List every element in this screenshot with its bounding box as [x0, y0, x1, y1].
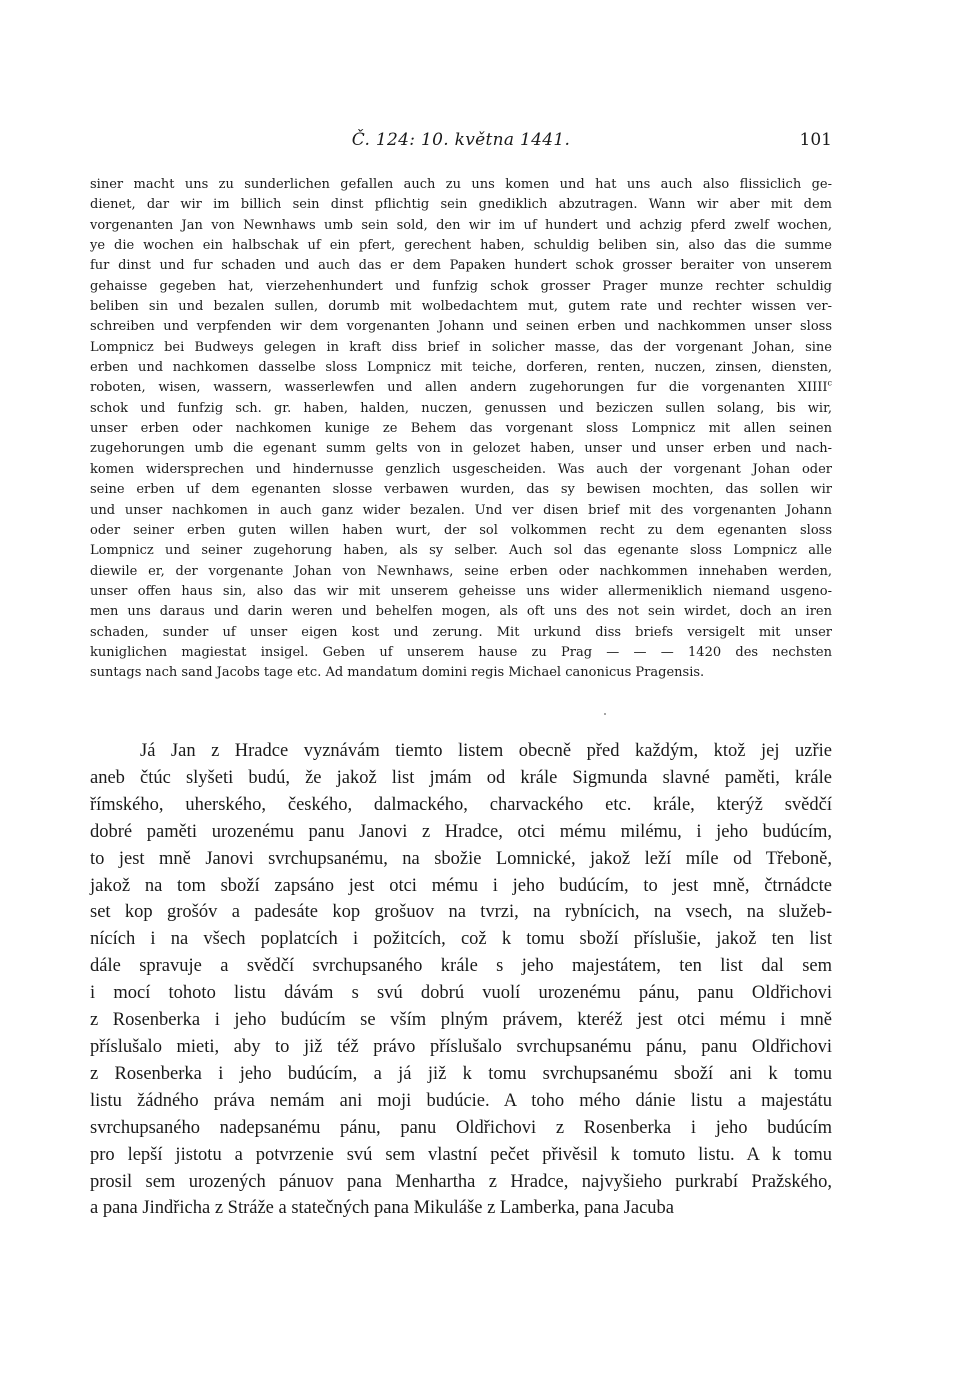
- page-header: [90, 130, 832, 158]
- czech-text-line: to jest mně Janovi svrchupsanému, na sbožie Lomnické, jakož leží míle od Třeboně,: [90, 848, 832, 869]
- german-text-line: men uns daraus und darin weren und behelfen mogen, als oft uns des not sein wirdet, doch an iren: [90, 604, 832, 620]
- german-text-line: siner macht uns zu sunderlichen gefallen auch zu uns komen und hat uns auch also flissiclich ge-: [90, 177, 832, 192]
- superscript-mark: c: [827, 379, 832, 389]
- page-number: 101: [799, 130, 832, 150]
- german-text-line: zugehorungen umb die egenant summ gelts von in gelozet haben, unser und unser erben und nach-: [90, 441, 832, 457]
- czech-text-line: z Rosenberka i jeho budúcím se vším plným právem, kteréž jest otci mému i mně: [90, 1010, 832, 1031]
- german-text-line: dienet, dar wir im billich sein dinst pflichtig sein gnediklich abzutragen. Wann wir aber mit dem: [90, 197, 832, 213]
- german-text-line: Lompnicz bei Budweys gelegen in kraft diss brief in solicher masse, das der vorgenant Johan, sine: [90, 339, 832, 355]
- czech-text-line: i mocí tohoto listu dávám s svú dobrú vuolí urozenému pánu, panu Oldřichovi: [90, 983, 832, 1004]
- czech-text-line: set kop grošóv a padesáte kop grošuov na tvrzi, na rybnícich, na vsech, na služeb-: [90, 902, 832, 923]
- czech-text-line: prosil sem urozených pánuov pana Menhartha z Hradce, najvyšieho purkrabí Pražského,: [90, 1171, 832, 1192]
- german-text-line: diewile er, der vorgenante Johan von Newnhaws, seine erben oder nachkommen innehaben werden,: [90, 563, 832, 579]
- german-text-line: gehaisse gegeben hat, vierzehenhundert und funfzig schok grosser Prager munze rechter schuldig: [90, 278, 832, 294]
- running-title: Č. 124: 10. května 1441.: [351, 130, 571, 150]
- czech-text-line: dobré paměti urozenému panu Janovi z Hradce, otci mému milému, i jeho budúcím,: [90, 821, 832, 842]
- german-text-line: erben und nachkomen dasselbe sloss Lompnicz mit teiche, dorferen, renten, nuczen, zinsen, diensten,: [90, 360, 832, 376]
- czech-text-line: Já Jan z Hradce vyznávám tiemto listem obecně před každým, ktož jej uzřie: [140, 741, 832, 761]
- czech-text-line: aneb čtúc slyšeti budú, že jakož list jmám od krále Sigmunda slavné paměti, krále: [90, 767, 832, 788]
- german-text-line: und unser nachkomen in auch ganz wider bezalen. Und ver disen brief mit des vorgenanten Johann: [90, 502, 832, 518]
- german-text-line: komen widersprechen und hindernusse genzlich usgescheiden. Was auch der vorgenant Johan oder: [90, 461, 832, 477]
- german-text-line: ye die wochen ein halbschak uf ein pfert, gerechent haben, schuldig beliben sin, also das die summe: [90, 238, 832, 254]
- czech-text-line: dále spravuje a svědčí svrchupsaného krále s jeho majestátem, ten list dal sem: [90, 956, 832, 977]
- czech-text-line: jakož na tom sboží zapsáno jest otci mému i jeho budúcím, to jest mně, čtrnádcte: [90, 875, 832, 896]
- czech-text-block: [90, 738, 832, 1222]
- czech-text-line: listu žádného práva nemám ani moji budúcie. A toho mého dánie listu a majestátu: [90, 1090, 832, 1111]
- czech-text-line: pro lepší jistotu a potvrzenie svú sem vlastní pečet přivěsil k tomuto listu. A k tomu: [90, 1144, 832, 1165]
- czech-text-line: příslušalo mieti, aby to již též právo příslušalo svrchupsanému pánu, panu Oldřichovi: [90, 1036, 832, 1057]
- czech-text-line: svrchupsaného nadepsanému pánu, panu Oldřichovi z Rosenberka i jeho budúcím: [90, 1117, 832, 1138]
- german-text-line: schreiben und verpfenden wir dem vorgenanten Johann und seinen erben und nachkommen unser sloss: [90, 319, 832, 335]
- czech-text-line: římského, uherského, českého, dalmackého, charvackého etc. krále, kterýž svědčí: [90, 794, 832, 815]
- czech-text-line: a pana Jindřicha z Stráže a statečných pana Mikuláše z Lamberka, pana Jacuba: [90, 1198, 675, 1219]
- german-text-line: schaden, sunder uf unser eigen kost und zerung. Mit urkund diss briefs versigelt mit unser: [90, 624, 832, 640]
- german-text-line: Lompnicz und seiner zugehorung haben, als sy selber. Auch sol das egenante sloss Lompnicz alle: [90, 543, 832, 559]
- german-text-line: vorgenanten Jan von Newnhaws umb sein sold, den wir im uf hundert und achzig pferd zwelf wochen,: [90, 217, 832, 233]
- czech-text-line: nících i na všech poplatcích i požitcích, což k tomu sboží příslušie, jakož ten list: [90, 929, 832, 950]
- german-text-line: unser erben oder nachkomen kunige ze Behem das vorgenant sloss Lompnicz mit allen seinen: [90, 421, 832, 437]
- german-text-line: kuniglichen magiestat insigel. Geben uf unserem hause zu Prag — — — 1420 des nechsten: [90, 644, 832, 660]
- german-text-block: [90, 175, 832, 684]
- german-text-line: oder seiner erben guten willen haben wurt, der sol volkommen recht zu dem egenanten sloss: [90, 522, 832, 538]
- german-text-line: suntags nach sand Jacobs tage etc. Ad mandatum domini regis Michael canonicus Pragensis.: [90, 665, 705, 681]
- german-text-line: fur dinst und fur schaden und auch das er dem Papaken hundert schok grosser beraiter von unserem: [90, 258, 832, 274]
- german-text-line: beliben sin und bezalen sullen, dorumb mit wolbedachtem mut, gutem rate und rechter wissen ver-: [90, 299, 832, 315]
- separator-dot: [604, 713, 606, 715]
- german-text-line: seine erben uf dem egenanten slosse verbawen wurden, das sy bewisen mochten, das sollen wir: [90, 482, 832, 498]
- german-text-line: roboten, wisen, wassern, wasserlewfen und allen andern zugehorungen fur die vorgenanten XIIII$^c$: [90, 379, 832, 396]
- german-text-line: schok und funfzig sch. gr. haben, halden, nuczen, genussen und beziczen sullen solang, bis wir,: [90, 400, 832, 416]
- czech-text-line: z Rosenberka i jeho budúcím, a já již k tomu svrchupsanému sboží ani k tomu: [90, 1063, 832, 1084]
- german-text-line: unser offen haus sin, also das wir mit unserem geheisse uns wider allermeniklich niemand usgeno-: [90, 583, 832, 599]
